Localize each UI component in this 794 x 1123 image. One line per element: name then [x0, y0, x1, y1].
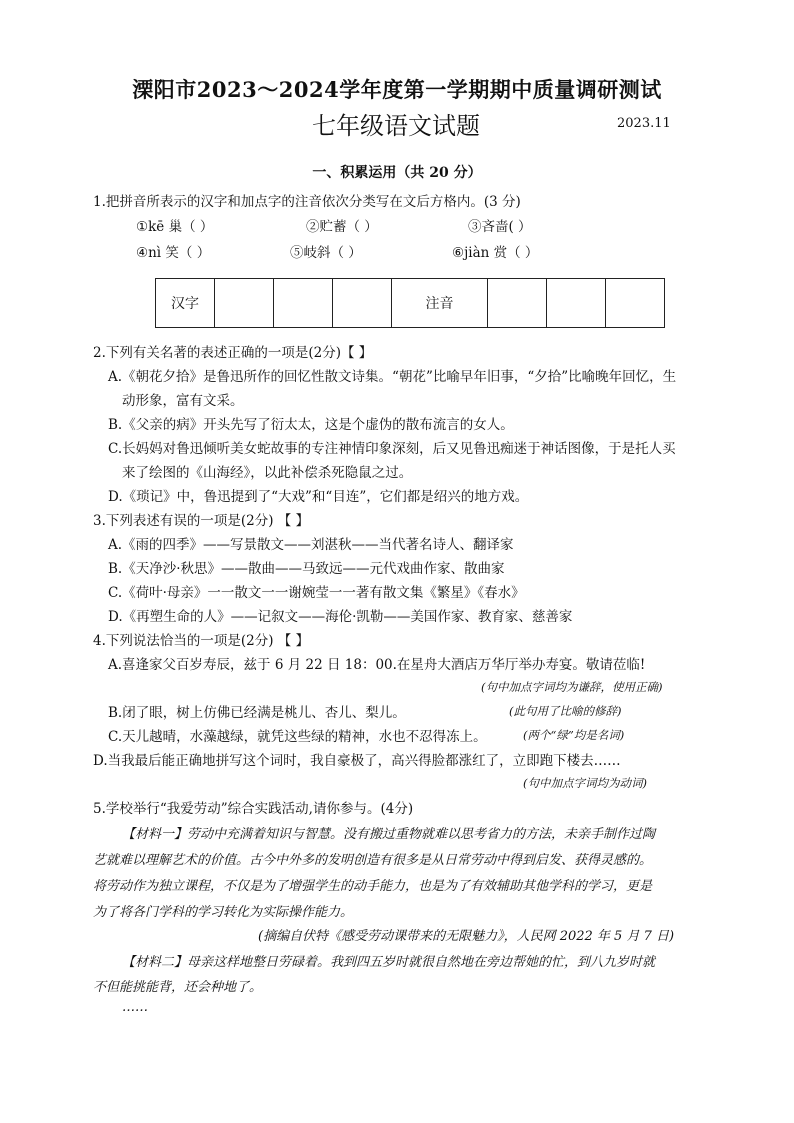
q5-stem: 5.学校举行“我爱劳动”综合实践活动,请你参与。(4分) [93, 801, 414, 817]
answer-grid [155, 278, 665, 328]
q4-option: A.喜逢家父百岁寿辰，兹于 6 月 22 日 18：00.在星舟大酒店万华厅举办寿宴。敬请莅临! [108, 657, 646, 673]
material-line: 将劳动作为独立课程，不仅是为了增强学生的动手能力，也是为了有效辅助其他学科的学习，更是 [93, 879, 653, 894]
material-line: 不但能挑能背，还会种地了。 [93, 980, 263, 995]
material-line: 艺就难以理解艺术的价值。古今中外多的发明创造有很多是从日常劳动中得到启发、获得灵感的。 [93, 853, 653, 868]
q4-note: (此句用了比喻的修辞) [509, 704, 622, 718]
q4-note: (句中加点字词均为谦辞，使用正确) [481, 680, 663, 694]
material-source: (摘编自伏特《感受劳动课带来的无限魅力》，人民网 2022 年 5 月 7 日) [258, 929, 675, 944]
q2-option: B.《父亲的病》开头先写了衍太太，这是个虚伪的散布流言的女人。 [108, 417, 514, 433]
q1-item: ②贮蓄（ ） [306, 219, 378, 235]
q2-option: C.长妈妈对鲁迅倾听美女蛇故事的专注神情印象深刻，后又见鲁迅痴迷于神话图像，于是托人买 [108, 441, 676, 457]
q4-stem: 4.下列说法恰当的一项是(2分) 【 】 [93, 633, 310, 649]
q3-option: D.《再塑生命的人》——记叙文——海伦·凯勒——美国作家、教育家、慈善家 [108, 609, 573, 625]
material-line: 【材料一】劳动中充满着知识与智慧。没有搬过重物就难以思考省力的方法，未亲手制作过陶 [122, 827, 656, 842]
zhuyin-label: 注音 [392, 279, 488, 328]
material-line: 【材料二】母亲这样地整日劳碌着。我到四五岁时就很自然地在旁边帮她的忙，到八九岁时就 [122, 955, 656, 970]
q2-option: D.《琐记》中，鲁迅提到了“大戏”和“目连”，它们都是绍兴的地方戏。 [108, 489, 529, 505]
q2-stem: 2.下列有关名著的表述正确的一项是(2分)【 】 [93, 345, 373, 361]
answer-cell[interactable] [215, 279, 274, 328]
q3-option: C.《荷叶·母亲》一一散文一一谢婉莹一一著有散文集《繁星》《春水》 [108, 585, 525, 601]
q1-item: ④nì 笑（ ） [136, 245, 211, 261]
q4-note: (句中加点字词均为动词) [523, 776, 647, 790]
q2-option: A.《朝花夕拾》是鲁迅所作的回忆性散文诗集。“朝花”比喻早年旧事，“夕拾”比喻晚年回忆，生 [108, 369, 677, 385]
q1-item: ①kē 巢（ ） [136, 219, 214, 235]
answer-cell[interactable] [547, 279, 606, 328]
q1-item: ⑤岐斜（ ） [290, 245, 362, 261]
q3-stem: 3.下列表述有误的一项是(2分) 【 】 [93, 513, 310, 529]
answer-cell[interactable] [333, 279, 392, 328]
q1-stem: 1.把拼音所表示的汉字和加点字的注音依次分类写在文后方格内。(3 分) [93, 194, 521, 210]
exam-date: 2023.11 [617, 116, 671, 131]
q4-option: D.当我最后能正确地拼写这个词时，我自豪极了，高兴得脸都涨红了，立即跑下楼去…… [93, 753, 621, 769]
q1-item: ⑥jiàn 赏（ ） [452, 245, 539, 261]
q4-option: B.闭了眼，树上仿佛已经满是桃儿、杏儿、梨儿。 [108, 705, 406, 721]
exam-title: 溧阳市2023～2024学年度第一学期期中质量调研测试 [132, 77, 662, 102]
section-title: 一、积累运用（共 20 分） [312, 165, 482, 181]
hanzi-label: 汉字 [156, 279, 215, 328]
q3-option: B.《天净沙·秋思》——散曲——马致远——元代戏曲作家、散曲家 [108, 561, 505, 577]
answer-cell[interactable] [274, 279, 333, 328]
q4-option: C.天儿越晴，水藻越绿，就凭这些绿的精神，水也不忍得冻上。 [108, 729, 487, 745]
q1-item: ③吝啬( ） [468, 219, 532, 235]
q2-option: 来了绘图的《山海经》，以此补偿杀死隐鼠之过。 [122, 465, 413, 481]
ellipsis: …… [122, 1000, 148, 1015]
q3-option: A.《雨的四季》——写景散文——刘湛秋——当代著名诗人、翻译家 [108, 537, 514, 553]
answer-cell[interactable] [606, 279, 665, 328]
answer-cell[interactable] [488, 279, 547, 328]
material-line: 为了将各门学科的学习转化为实际操作能力。 [93, 905, 354, 920]
q4-note: (两个“绿”均是名词) [523, 728, 625, 742]
q2-option: 动形象，富有文采。 [122, 393, 244, 409]
exam-subtitle: 七年级语文试题 [312, 112, 480, 140]
